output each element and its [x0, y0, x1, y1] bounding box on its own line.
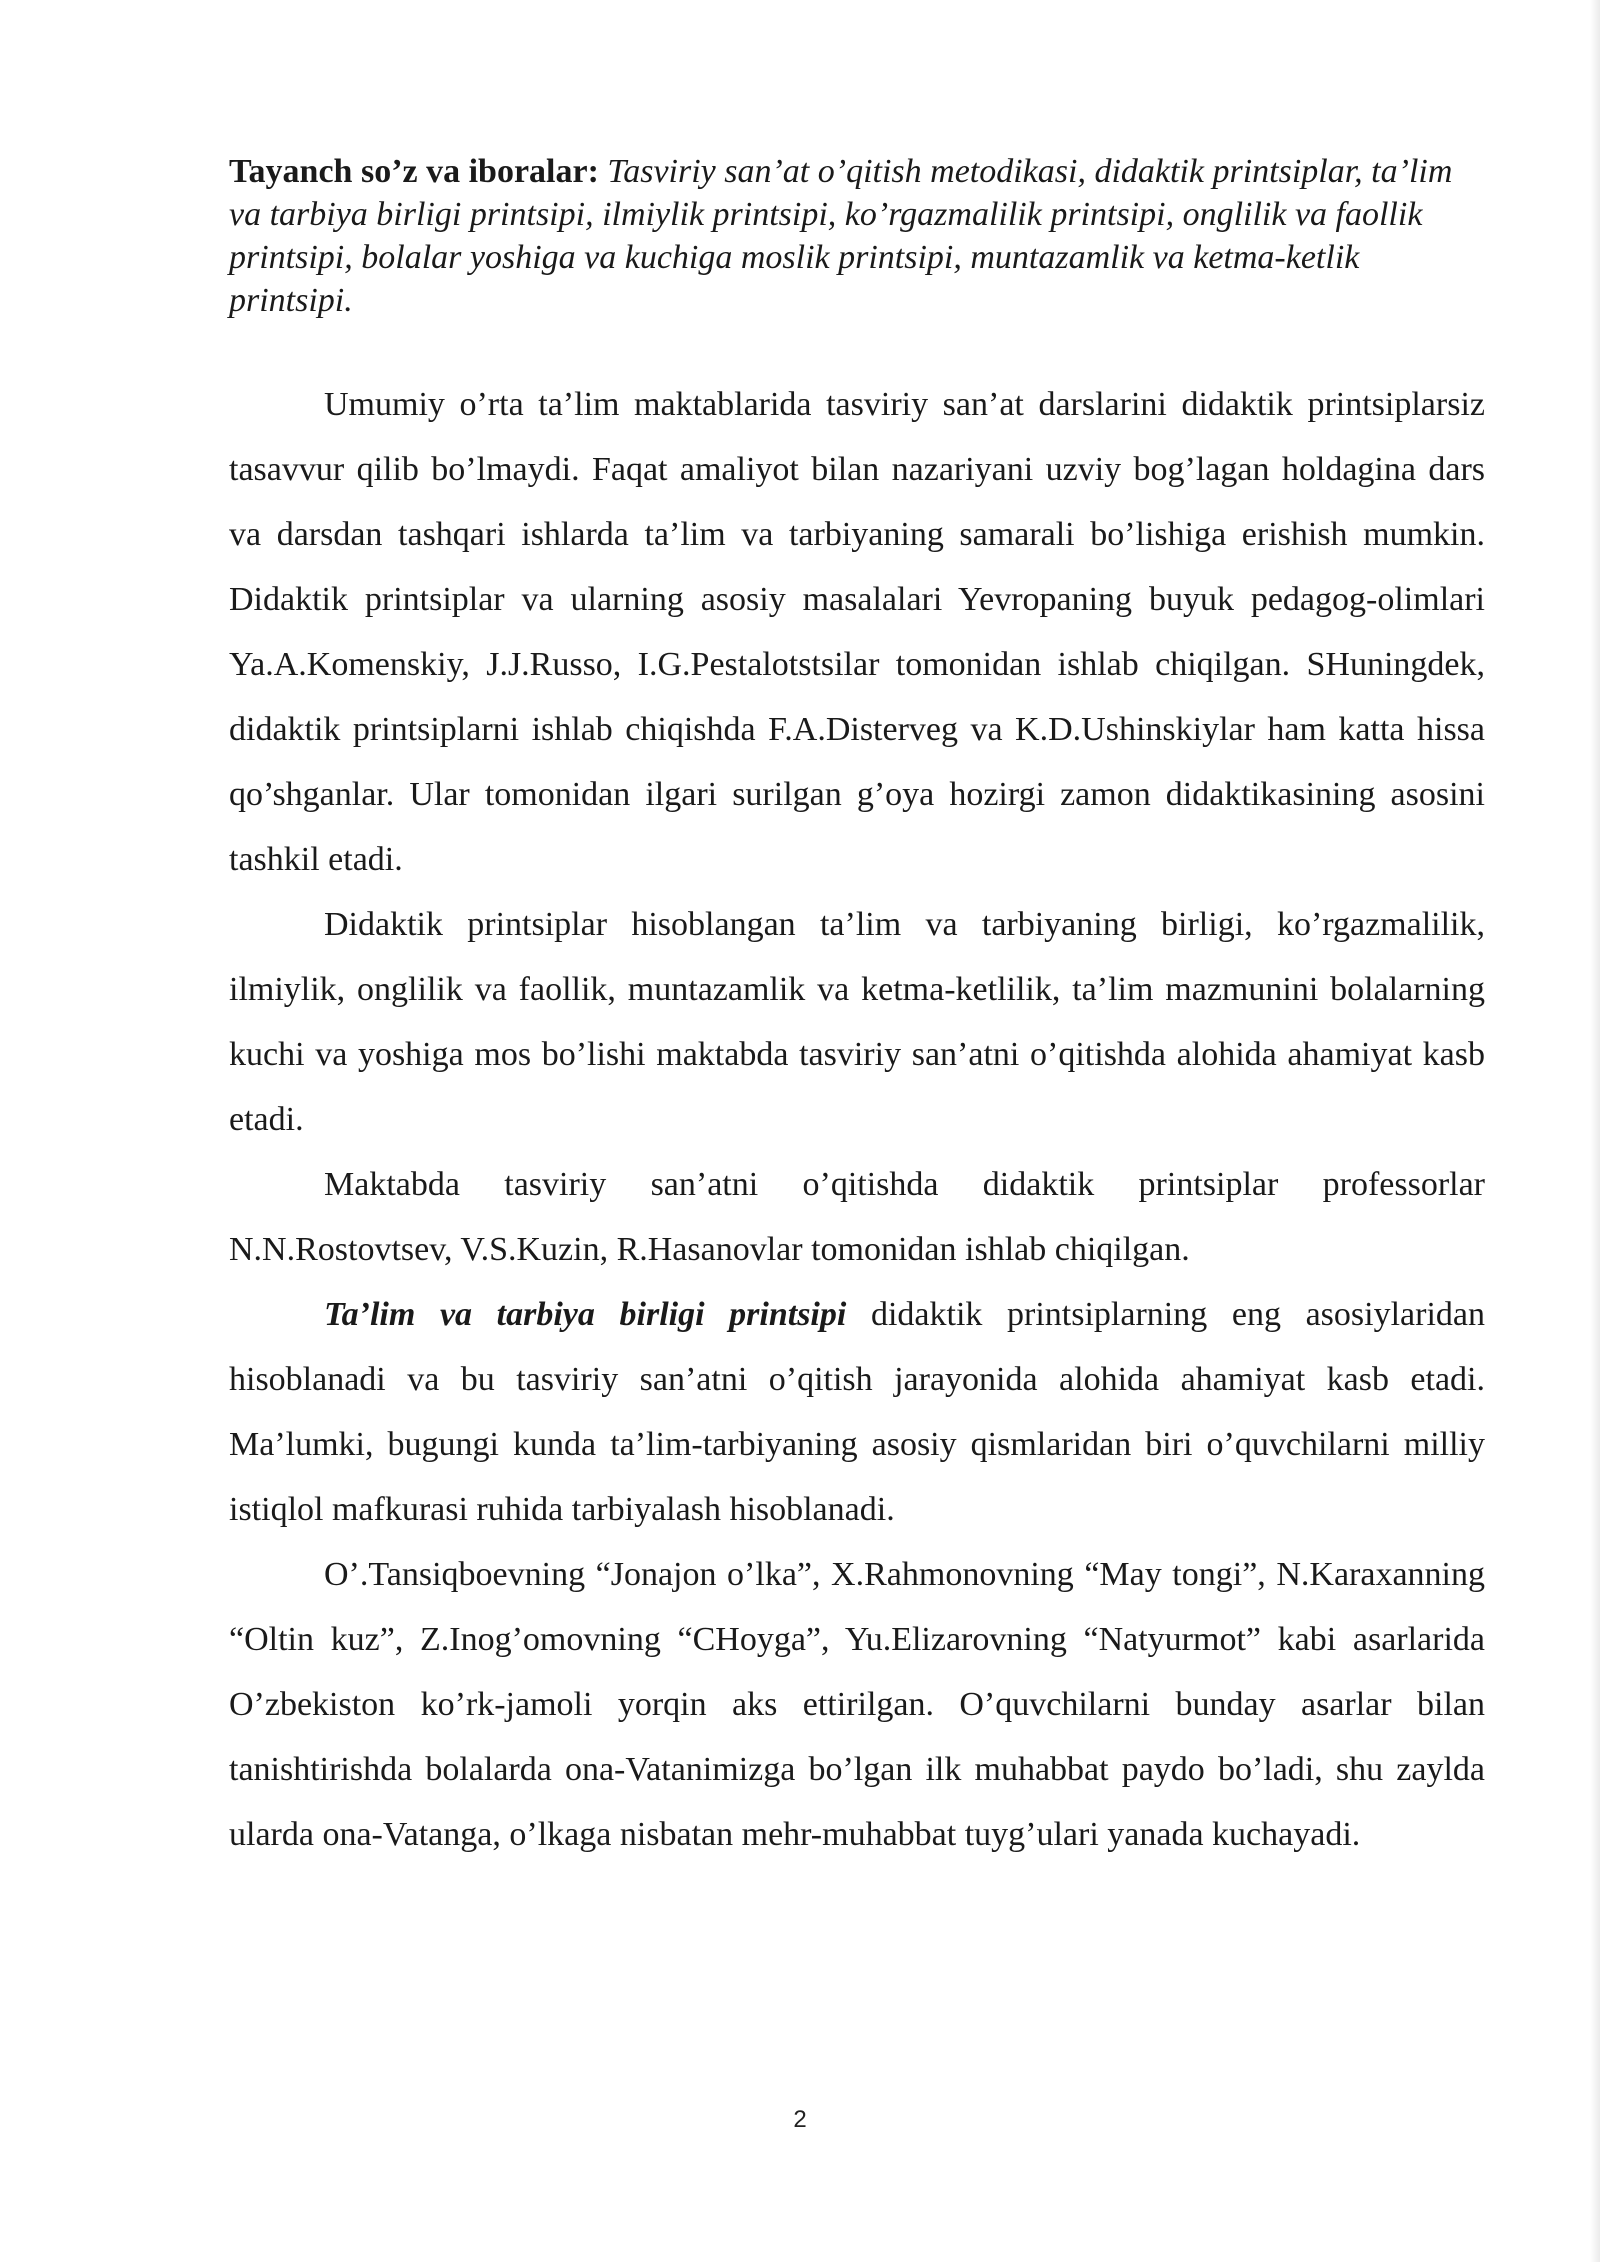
paragraph-4-text: didaktik printsiplarning eng asosiylaridan hisoblanadi va bu tasviriy san’atni o’qitish jarayonida alohida ahamiyat kasb etadi. Ma’lumki, bugungi kunda ta’lim-tarbiyaning asosiy qismlaridan biri o’quvchilarni milliy istiqlol mafkurasi ruhida tarbiyalash hisoblanadi.: [229, 1296, 1485, 1528]
paragraph-1: Umumiy o’rta ta’lim maktablarida tasviriy san’at darslarini didaktik printsiplarsiz tasavvur qilib bo’lmaydi. Faqat amaliyot bilan nazariyani uzviy bog’lagan holdagina dars va darsdan tashqari ishlarda ta’lim va tarbiyaning samarali bo’lishiga erishish mumkin. Didaktik printsiplar va ularning asosiy masalalari Yevropaning buyuk pedagog-olimlari Ya.A.Komenskiy, J.J.Russo, I.G.Pestalotstsilar tomonidan ishlab chiqilgan. SHuningdek, didaktik printsiplarni ishlab chiqishda F.A.Disterveg va K.D.Ushinskiylar ham katta hissa qo’shganlar. Ular tomonidan ilgari surilgan g’oya hozirgi zamon didaktikasining asosini tashkil etadi.: [229, 386, 1485, 878]
term-talim-tarbiya: Ta’lim va tarbiya birligi printsipi: [324, 1296, 847, 1333]
keywords-text: Tasviriy san’at o’qitish metodikasi, didaktik printsiplar, ta’lim va tarbiya birligi printsipi, ilmiylik printsipi, ko’rgazmalilik printsipi, onglilik va faollik printsipi, bolalar yoshiga va kuchiga moslik printsipi, muntazamlik va ketma-ketlik printsipi.: [229, 153, 1453, 319]
keywords-block: [229, 150, 1479, 322]
page-content: [229, 150, 1485, 1867]
paragraph-3: Maktabda tasviriy san’atni o’qitishda didaktik printsiplar professorlar N.N.Rostovtsev, V.S.Kuzin, R.Hasanovlar tomonidan ishlab chiqilgan.: [229, 1166, 1485, 1268]
page-number: 2: [793, 2106, 807, 2133]
page-edge-shadow: [1590, 0, 1600, 2262]
paragraph-2: Didaktik printsiplar hisoblangan ta’lim va tarbiyaning birligi, ko’rgazmalilik, ilmiylik, onglilik va faollik, muntazamlik va ketma-ketlilik, ta’lim mazmunini bolalarning kuchi va yoshiga mos bo’lishi maktabda tasviriy san’atni o’qitishda alohida ahamiyat kasb etadi.: [229, 906, 1485, 1138]
keywords-label: Tayanch so’z va iboralar:: [229, 153, 599, 190]
paragraph-5: O’.Tansiqboevning “Jonajon o’lka”, X.Rahmonovning “May tongi”, N.Karaxanning “Oltin kuz”, Z.Inog’omovning “CHoyga”, Yu.Elizarovning “Natyurmot” kabi asarlarida O’zbekiston ko’rk-jamoli yorqin aks ettirilgan. O’quvchilarni bunday asarlar bilan tanishtirishda bolalarda ona-Vatanimizga bo’lgan ilk muhabbat paydo bo’ladi, shu zaylda ularda ona-Vatanga, o’lkaga nisbatan mehr-muhabbat tuyg’ulari yanada kuchayadi.: [229, 1556, 1485, 1853]
paragraph-4: [229, 1282, 1485, 1542]
